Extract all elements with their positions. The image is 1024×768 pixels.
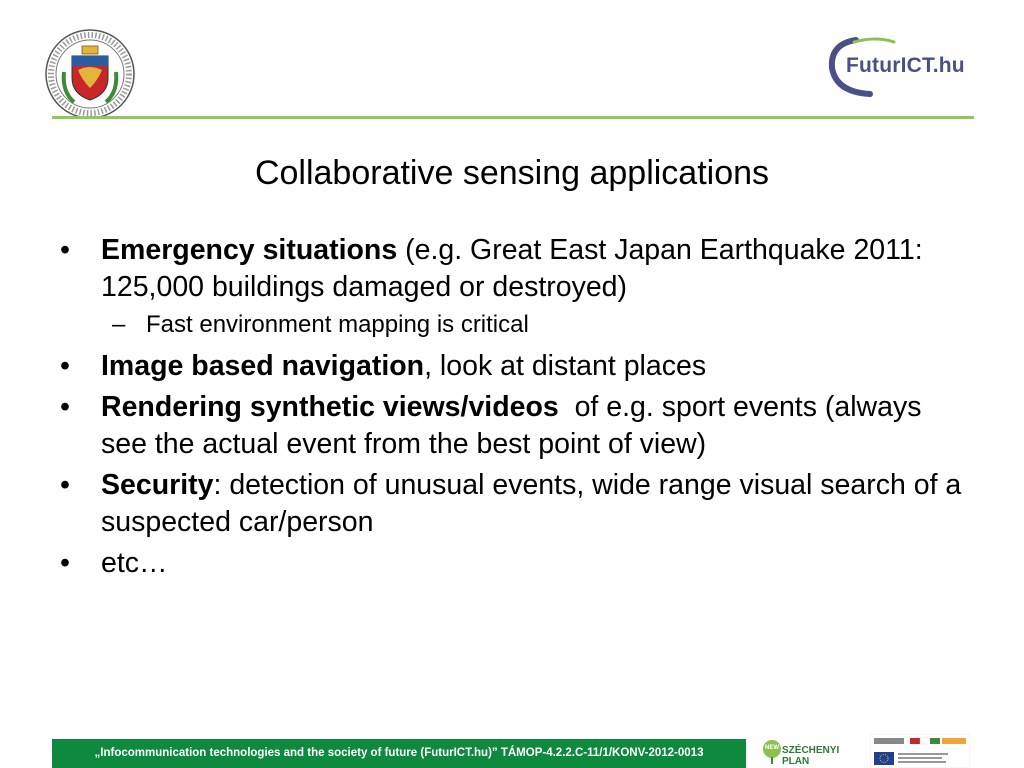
bullet-glyph: •	[60, 391, 70, 423]
bullet-text: (e.g. Great East Japan Earthquake 2011: 125,000 buildings damaged or destroyed)	[101, 234, 923, 303]
bullet-glyph: •	[60, 469, 70, 501]
bullet-bold-text: Security	[101, 469, 214, 501]
bullet-glyph: •	[60, 547, 70, 579]
bullet-bold-text: Emergency situations	[101, 234, 398, 266]
slide-title: Collaborative sensing applications	[254, 154, 770, 192]
header-divider	[52, 116, 974, 119]
bullet-text: of e.g. sport events (always see the actual event from the best point of view)	[101, 391, 930, 460]
bullet-text: etc…	[101, 547, 168, 579]
bullet-text: , look at distant places	[424, 350, 707, 382]
bullet-navigation	[60, 348, 970, 385]
szechenyi-label: SZÉCHENYI PLAN	[782, 745, 840, 767]
bullet-rendering	[60, 389, 970, 463]
bullet-bold-text: Rendering synthetic views/videos	[101, 391, 559, 423]
sub-bullet-mapping	[60, 310, 970, 340]
bullet-text: : detection of unusual events, wide range visual search of a suspected car/person	[101, 469, 962, 538]
sub-bullet-text: Fast environment mapping is critical	[146, 311, 529, 338]
bullet-glyph: •	[60, 234, 70, 266]
bullet-etc	[60, 545, 970, 582]
eu-funding-logo-icon	[870, 734, 970, 768]
bullet-emergency	[60, 232, 970, 306]
slide-content	[60, 232, 970, 586]
footer-project-bar: „Infocommunication technologies and the society of future (FuturICT.hu)” TÁMOP-4.2.2.C-11/1/KONV-2012-0013	[52, 739, 746, 768]
szechenyi-badge: NEW	[765, 745, 779, 751]
bullet-glyph: •	[60, 350, 70, 382]
university-seal-icon	[44, 28, 136, 120]
bullet-bold-text: Image based navigation	[101, 350, 425, 382]
bullet-security	[60, 467, 970, 541]
futurict-logo-text: FuturICT.hu	[846, 54, 965, 77]
szechenyi-leaf-icon	[762, 739, 782, 765]
szechenyi-plan-logo	[762, 738, 862, 766]
futurict-logo	[826, 34, 976, 98]
sub-bullet-glyph: –	[112, 311, 126, 338]
